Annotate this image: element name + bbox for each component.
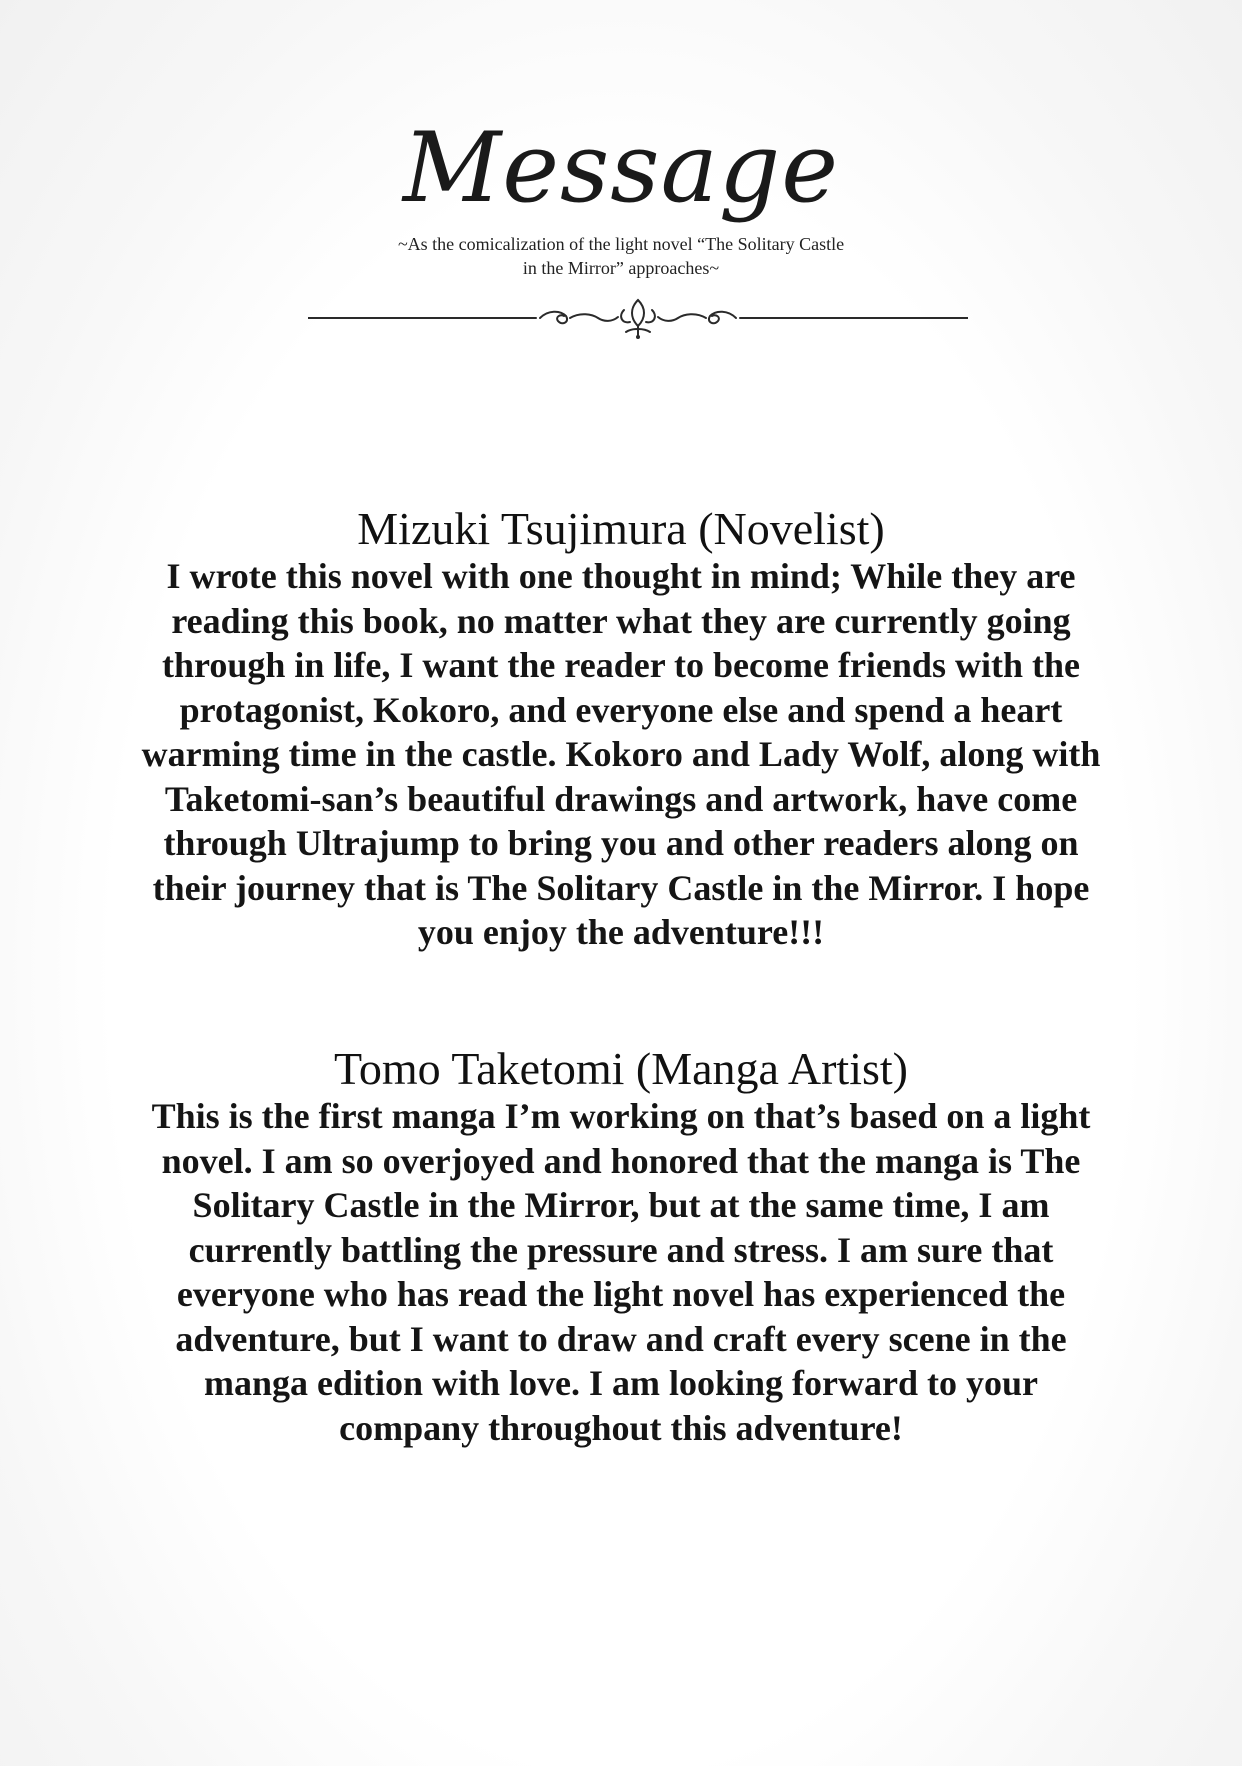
artist-heading: Tomo Taketomi (Manga Artist)	[333, 1043, 908, 1094]
novelist-heading: Mizuki Tsujimura (Novelist)	[357, 503, 885, 554]
artist-message-text: This is the first manga I’m working on that’s based on a light novel. I am so overjoyed and honored that the manga is The Solitary Castle in the Mirror, but at the same time, I am currently battling the pressure and stress. I am sure that everyone who has read the light novel has experienced the adventure, but I want to draw and craft every scene in the manga edition with love. I am looking forward to your company throughout this adventure!	[151, 1096, 1091, 1448]
novelist-message-text: I wrote this novel with one thought in mind; While they are reading this book, no matter what they are currently going through in life, I want the reader to become friends with the protagonist, Kokoro, and everyone else and spend a heart warming time in the castle. Kokoro and Lady Wolf, along with Taketomi-san’s beautiful drawings and artwork, have come through Ultrajump to bring you and other readers along on their journey that is The Solitary Castle in the Mirror. I hope you enjoy the adventure!!!	[141, 556, 1101, 952]
message-header	[0, 112, 1242, 280]
artist-message	[141, 1044, 1101, 1450]
ornamental-divider-icon	[308, 296, 968, 340]
page-title: Message	[402, 112, 840, 224]
novelist-message	[141, 504, 1101, 955]
page-subtitle: ~As the comicalization of the light novel “The Solitary Castle in the Mirror” approaches~	[397, 234, 845, 278]
